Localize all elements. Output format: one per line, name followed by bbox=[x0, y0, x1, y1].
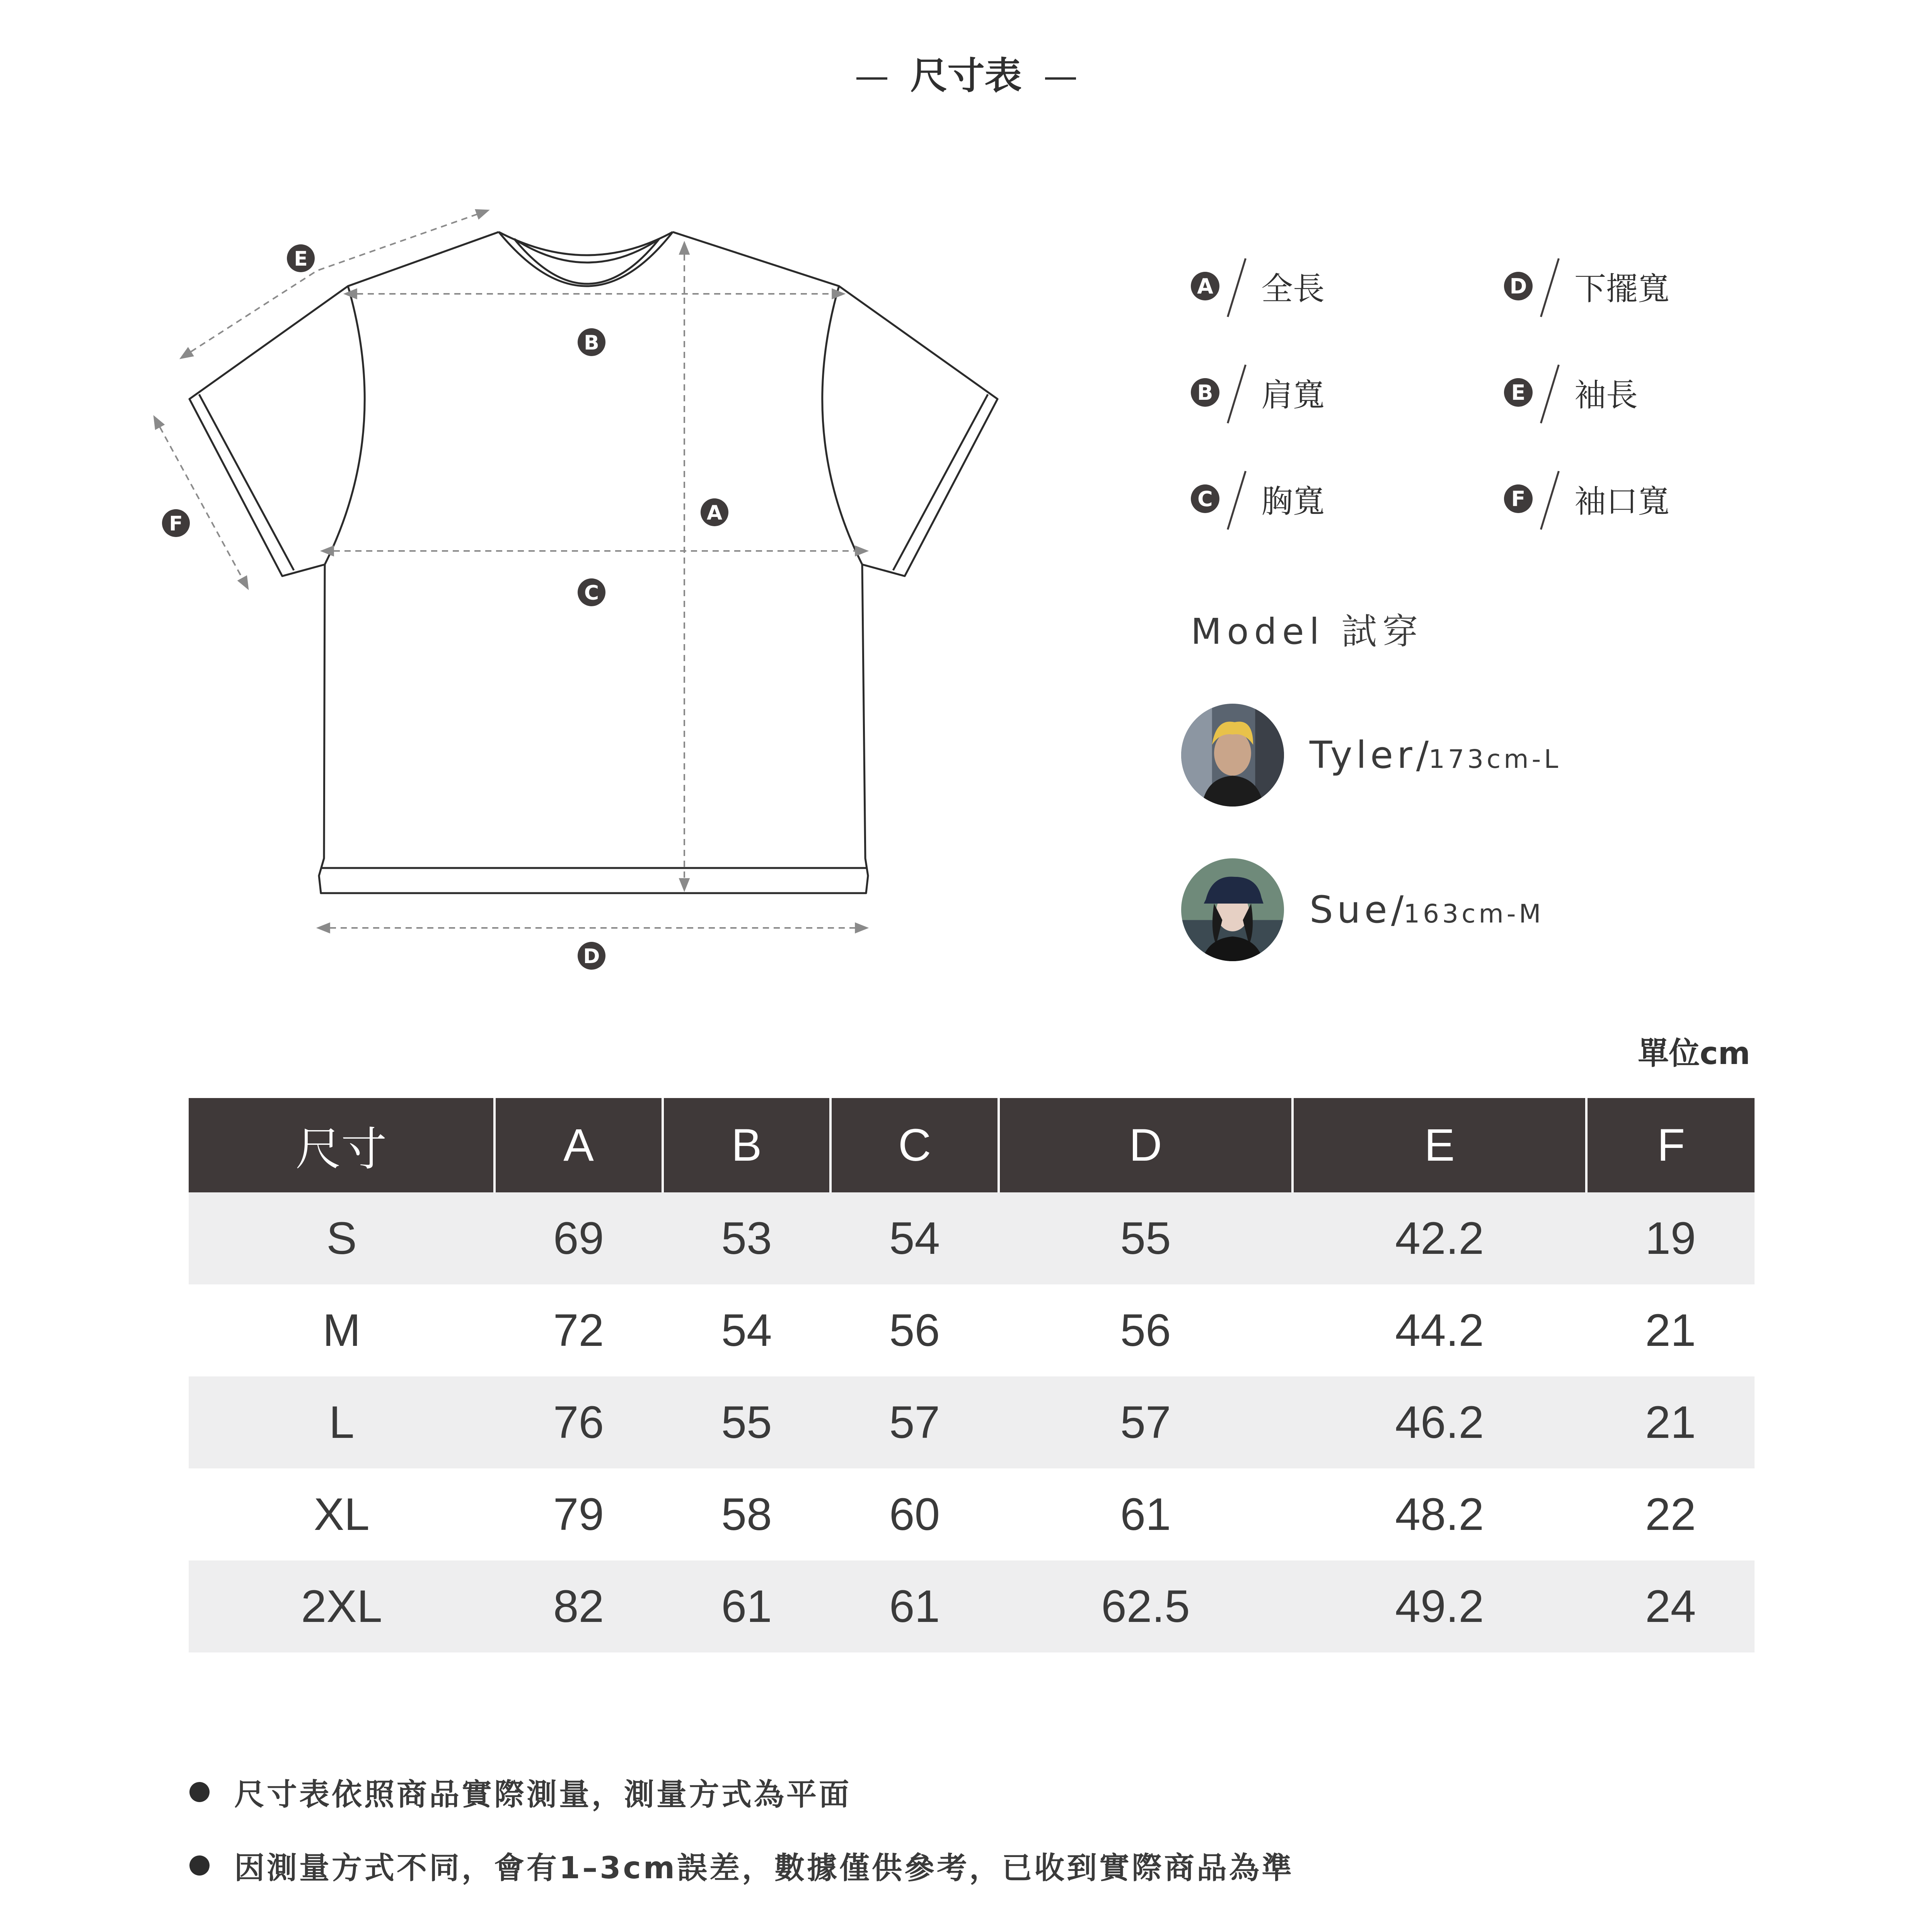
legend-label-f: 袖口寬 bbox=[1574, 483, 1670, 520]
legend-badge-e: E bbox=[1504, 378, 1533, 407]
diagram-marker-e-label: E bbox=[294, 247, 308, 271]
legend-label-d: 下擺寬 bbox=[1574, 270, 1670, 307]
model-heading: Model 試穿 bbox=[1191, 611, 1424, 652]
table-cell: L bbox=[189, 1376, 495, 1468]
table-cell: 57 bbox=[999, 1376, 1293, 1468]
legend-badge-c: C bbox=[1191, 484, 1219, 513]
legend-item-a bbox=[1191, 255, 1325, 317]
note-item bbox=[189, 1829, 1775, 1902]
table-cell: 55 bbox=[999, 1192, 1293, 1284]
model-separator: / bbox=[1391, 888, 1404, 931]
table-cell: 54 bbox=[830, 1192, 999, 1284]
table-cell: XL bbox=[314, 1489, 370, 1540]
note-text: 尺寸表依照商品實際測量，測量方式為平面 bbox=[234, 1777, 852, 1812]
table-cell: 57 bbox=[830, 1376, 999, 1468]
avatar-photo-tyler bbox=[1181, 704, 1284, 807]
legend-badge-a: A bbox=[1191, 272, 1219, 300]
table-cell: 19 bbox=[1586, 1192, 1755, 1284]
measurement-legend bbox=[1191, 255, 1809, 557]
size-table bbox=[189, 1098, 1755, 1652]
table-row bbox=[189, 1192, 1755, 1284]
table-cell: 58 bbox=[721, 1489, 772, 1540]
legend-slash bbox=[1542, 470, 1557, 528]
legend-label-b: 肩寬 bbox=[1261, 377, 1325, 414]
table-cell: 56 bbox=[889, 1305, 940, 1356]
diagram-marker-c-label: C bbox=[584, 581, 599, 605]
legend-slash bbox=[1542, 257, 1557, 315]
table-cell: 24 bbox=[1586, 1560, 1755, 1652]
table-cell: 21 bbox=[1586, 1376, 1755, 1468]
table-cell: S bbox=[189, 1192, 495, 1284]
legend-label-a: 全長 bbox=[1261, 270, 1325, 307]
table-cell: 2XL bbox=[189, 1560, 495, 1652]
table-cell: M bbox=[322, 1305, 361, 1356]
table-cell: 82 bbox=[495, 1560, 663, 1652]
notes-list bbox=[189, 1755, 1775, 1902]
table-cell: 62.5 bbox=[999, 1560, 1293, 1652]
model-info-sue bbox=[1310, 888, 1544, 931]
table-cell: 42.2 bbox=[1293, 1192, 1586, 1284]
legend-badge-f: F bbox=[1504, 484, 1533, 513]
table-cell: 69 bbox=[495, 1192, 663, 1284]
table-cell: 79 bbox=[553, 1489, 604, 1540]
legend-item-f bbox=[1504, 468, 1669, 530]
diagram-marker-c bbox=[578, 578, 605, 606]
column-header: A bbox=[495, 1098, 663, 1192]
title-dash-right bbox=[1045, 77, 1076, 80]
diagram-marker-b bbox=[578, 328, 605, 356]
legend-slash bbox=[1229, 363, 1244, 421]
unit-label: 單位cm bbox=[1638, 1035, 1750, 1071]
tshirt-diagram bbox=[131, 201, 1036, 1005]
page-title bbox=[0, 46, 1932, 99]
table-cell: 22 bbox=[1645, 1489, 1696, 1540]
model-info-tyler bbox=[1310, 733, 1561, 777]
table-header-row bbox=[189, 1098, 1755, 1192]
legend-slash bbox=[1229, 257, 1244, 315]
legend-label-c: 胸寬 bbox=[1261, 483, 1325, 520]
title-dash-left bbox=[856, 77, 887, 80]
avatar bbox=[1181, 858, 1284, 961]
table-cell: 53 bbox=[663, 1192, 831, 1284]
legend-item-b bbox=[1191, 362, 1325, 423]
table-cell: 60 bbox=[889, 1489, 940, 1540]
diagram-marker-f-label: F bbox=[169, 512, 183, 535]
legend-slash bbox=[1542, 363, 1557, 421]
avatar bbox=[1181, 704, 1284, 807]
column-header: 尺寸 bbox=[189, 1098, 495, 1192]
legend-badge-d: D bbox=[1504, 272, 1533, 300]
model-size: 163cm-M bbox=[1403, 899, 1544, 929]
table-cell: 49.2 bbox=[1293, 1560, 1586, 1652]
model-row-sue bbox=[1181, 858, 1544, 962]
model-separator: / bbox=[1416, 733, 1429, 777]
column-header: C bbox=[830, 1098, 999, 1192]
legend-slash bbox=[1229, 470, 1244, 528]
column-header: B bbox=[663, 1098, 831, 1192]
table-row bbox=[189, 1284, 1755, 1376]
note-text: 因測量方式不同，會有1–3cm誤差，數據僅供參考，已收到實際商品為準 bbox=[234, 1851, 1294, 1886]
model-name: Sue bbox=[1310, 888, 1391, 931]
legend-item-e bbox=[1504, 362, 1638, 423]
table-cell: 72 bbox=[553, 1305, 604, 1356]
legend-item-c bbox=[1191, 468, 1325, 530]
table-cell: 56 bbox=[1120, 1305, 1171, 1356]
diagram-marker-d-label: D bbox=[583, 945, 600, 968]
table-cell: 61 bbox=[1120, 1489, 1171, 1540]
note-item bbox=[189, 1755, 1775, 1829]
measurement-lines bbox=[155, 211, 866, 928]
column-header: D bbox=[999, 1098, 1293, 1192]
table-cell: 61 bbox=[663, 1560, 831, 1652]
diagram-marker-a bbox=[701, 498, 728, 526]
table-row bbox=[189, 1376, 1755, 1468]
column-header: F bbox=[1586, 1098, 1755, 1192]
table-cell: 54 bbox=[721, 1305, 772, 1356]
table-cell: 21 bbox=[1645, 1305, 1696, 1356]
avatar-photo-sue bbox=[1181, 858, 1284, 961]
legend-badge-b: B bbox=[1191, 378, 1219, 407]
table-row bbox=[189, 1468, 1755, 1560]
legend-item-d bbox=[1504, 255, 1669, 317]
table-cell: 46.2 bbox=[1293, 1376, 1586, 1468]
bullet-icon bbox=[189, 1782, 210, 1802]
model-row-tyler bbox=[1181, 703, 1561, 807]
diagram-marker-a-label: A bbox=[706, 501, 723, 525]
title-text: 尺寸表 bbox=[910, 54, 1022, 97]
table-cell: 48.2 bbox=[1395, 1489, 1484, 1540]
table-cell: 44.2 bbox=[1395, 1305, 1484, 1356]
table-cell: 61 bbox=[830, 1560, 999, 1652]
bullet-icon bbox=[189, 1855, 210, 1876]
diagram-marker-b-label: B bbox=[584, 331, 599, 355]
model-name: Tyler bbox=[1310, 733, 1416, 777]
table-cell: 55 bbox=[663, 1376, 831, 1468]
table-cell: 76 bbox=[495, 1376, 663, 1468]
column-header: E bbox=[1293, 1098, 1586, 1192]
diagram-marker-e bbox=[287, 244, 315, 272]
table-row bbox=[189, 1560, 1755, 1652]
diagram-marker-d bbox=[578, 942, 605, 970]
model-size: 173cm-L bbox=[1429, 744, 1562, 774]
tshirt-diagram-svg bbox=[131, 201, 1036, 1005]
diagram-marker-f bbox=[162, 509, 190, 537]
legend-label-e: 袖長 bbox=[1574, 377, 1638, 414]
